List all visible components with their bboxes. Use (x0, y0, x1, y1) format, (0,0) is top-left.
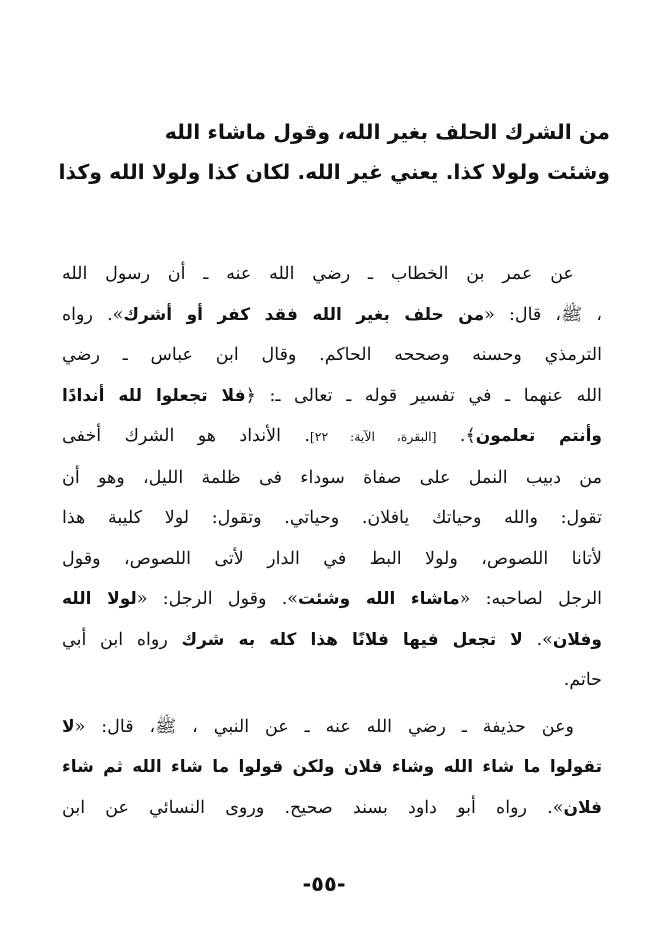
text-run: الرجل لصاحبه: « (459, 589, 603, 609)
quran-quote-bold: فلا تجعلوا لله أندادًا (62, 385, 246, 406)
page-number: -٥٥- (302, 872, 346, 896)
text-run: ». رواه أبو داود بسند صحيح. وروى النسائي عن ابن (62, 797, 564, 818)
paragraph-1-line-8 (62, 539, 602, 580)
quote-bold: ماشاء الله وشئت (297, 589, 460, 609)
quote-bold: وفلان (552, 629, 602, 650)
text-run: حاتم. (563, 670, 602, 690)
text-run: ، ﷺ، قال: « (484, 304, 603, 325)
paragraph-1-line-9 (62, 579, 602, 620)
text-run: الله عنهما ـ في تفسير قوله ـ تعالى ـ: ﴿ (245, 385, 602, 406)
heading-line-1: من الشرك الحلف بغير الله، وقول ماشاء الله (164, 120, 610, 144)
quote-bold: لا تجعل فيها فلانًا هذا كله به شرك (181, 629, 523, 650)
text-run: ﴾. (436, 426, 476, 446)
paragraph-1-line-11 (62, 660, 602, 701)
paragraph-1-line-3 (62, 335, 602, 376)
paragraph-2-line-3 (62, 788, 602, 829)
text-run: من دبيب النمل على صفاة سوداء فى ظلمة الليل، وهو أن (62, 467, 602, 488)
paragraph-1 (62, 254, 602, 701)
paragraph-2 (62, 707, 602, 829)
paragraph-1-line-1 (62, 254, 602, 295)
section-heading (50, 112, 610, 192)
text-run: لأتانا اللصوص، ولولا البط في الدار لأتى اللصوص، وقول (62, 548, 602, 569)
text-run: الترمذي وحسنه وصححه الحاكم. وقال ابن عباس ـ رضي (62, 345, 602, 365)
text-run: وعن حذيفة ـ رضي الله عنه ـ عن النبي ، ﷺ، قال: « (74, 716, 574, 737)
verse-reference: [البقرة، الآية: ٢٢] (309, 429, 437, 444)
paragraph-2-line-2: تقولوا ما شاء الله وشاء فلان ولكن قولوا ما شاء الله ثم شاء (62, 757, 602, 777)
text-run: رواه ابن أبي (62, 629, 182, 650)
quran-quote-bold: وأنتم تعلمون (475, 426, 602, 446)
hadith-quote-bold: من حلف بغير الله فقد كفر أو أشرك (123, 304, 485, 325)
heading-line-2: وشئت ولولا كذا. يعني غير الله. لكان كذا ولولا الله وكذا (58, 160, 610, 184)
hadith-quote-bold: لا (62, 716, 75, 737)
body-text (62, 254, 602, 828)
paragraph-1-line-6 (62, 458, 602, 499)
quote-bold: لولا الله (62, 589, 137, 609)
paragraph-1-line-10 (62, 620, 602, 661)
paragraph-1-line-7 (62, 498, 602, 539)
text-run: تقول: والله وحياتك يافلان. وحياتي. وتقول: لولا كليبة هذا (62, 508, 602, 528)
text-run: ». وقول الرجل: « (136, 589, 298, 609)
text-run: عن عمر بن الخطاب ـ رضي الله عنه ـ أن رسول الله (62, 264, 574, 284)
text-run: ». رواه (62, 304, 124, 325)
paragraph-1-line-5 (62, 416, 602, 458)
hadith-quote-bold: فلان (563, 797, 602, 818)
text-run: ». (522, 629, 553, 650)
paragraph-1-line-2 (62, 295, 602, 336)
paragraph-2-line-1 (62, 707, 602, 748)
text-run: . الأنداد هو الشرك أخفى (62, 426, 310, 446)
paragraph-1-line-4 (62, 376, 602, 417)
